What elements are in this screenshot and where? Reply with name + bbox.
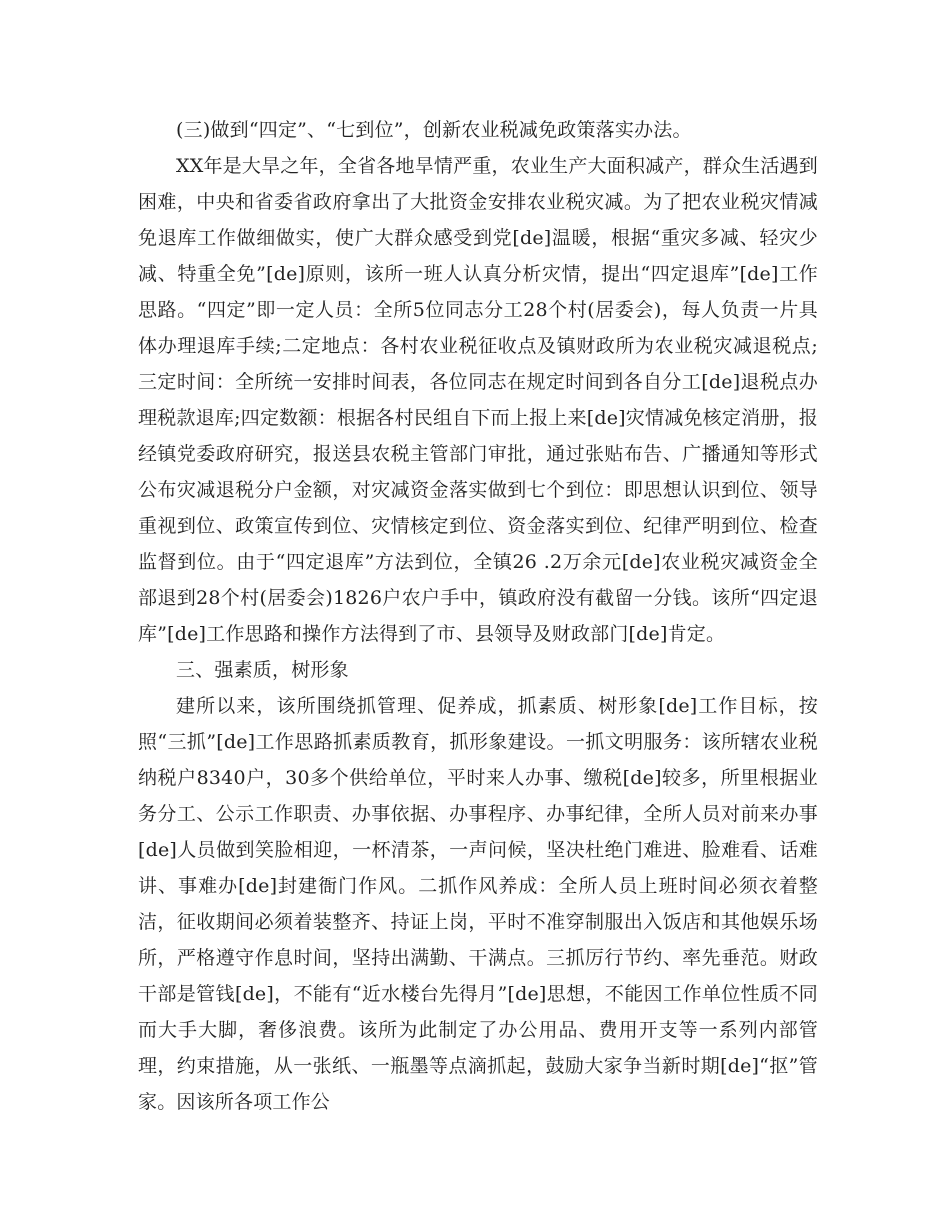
document-body xyxy=(138,112,818,1120)
paragraph-quality-image: 建所以来，该所围绕抓管理、促养成，抓素质、树形象[de]工作目标，按照“三抓”[de]工作思路抓素质教育，抓形象建设。一抓文明服务：该所辖农业税纳税户8340户，30多个供给单位，平时来人办事、缴税[de]较多，所里根据业务分工、公示工作职责、办事依据、办事程序、办事纪律，全所人员对前来办事[de]人员做到笑脸相迎，一杯清茶，一声问候，坚决杜绝门难进、脸难看、话难讲、事难办[de]封建衙门作风。二抓作风养成：全所人员上班时间必须衣着整洁，征收期间必须着装整齐、持证上岗，平时不准穿制服出入饭店和其他娱乐场所，严格遵守作息时间，坚持出满勤、干满点。三抓厉行节约、率先垂范。财政干部是管钱[de]，不能有“近水楼台先得月”[de]思想，不能因工作单位性质不同而大手大脚，奢侈浪费。该所为此制定了办公用品、费用开支等一系列内部管理，约束措施，从一张纸、一瓶墨等点滴抓起，鼓励大家争当新时期[de]“抠”管家。因该所各项工作公 xyxy=(138,695,818,1113)
paragraph-drought-relief: XX年是大旱之年，全省各地旱情严重，农业生产大面积减产，群众生活遇到困难，中央和省委省政府拿出了大批资金安排农业税灾减。为了把农业税灾情减免退库工作做细做实，使广大群众感受到党[de]温暖，根据“重灾多减、轻灾少减、特重全免”[de]原则，该所一班人认真分析灾情，提出“四定退库”[de]工作思路。“四定”即一定人员：全所5位同志分工28个村(居委会)，每人负责一片具体办理退库手续;二定地点：各村农业税征收点及镇财政所为农业税灾减退税点;三定时间：全所统一安排时间表，各位同志在规定时间到各自分工[de]退税点办理税款退库;四定数额：根据各村民组自下而上报上来[de]灾情减免核定消册，报经镇党委政府研究，报送县农税主管部门审批，通过张贴布告、广播通知等形式公布灾减退税分户金额，对灾减资金落实做到七个到位：即思想认识到位、领导重视到位、政策宣传到位、灾情核定到位、资金落实到位、纪律严明到位、检查监督到位。由于“四定退库”方法到位，全镇26 .2万余元[de]农业税灾减资金全部退到28个村(居委会)1826户农户手中，镇政府没有截留一分钱。该所“四定退库”[de]工作思路和操作方法得到了市、县领导及财政部门[de]肯定。 xyxy=(138,155,818,645)
section-heading-3: (三)做到“四定”、“七到位”，创新农业税减免政策落实办法。 xyxy=(176,119,692,141)
section-heading-quality: 三、强素质，树形象 xyxy=(176,659,349,681)
